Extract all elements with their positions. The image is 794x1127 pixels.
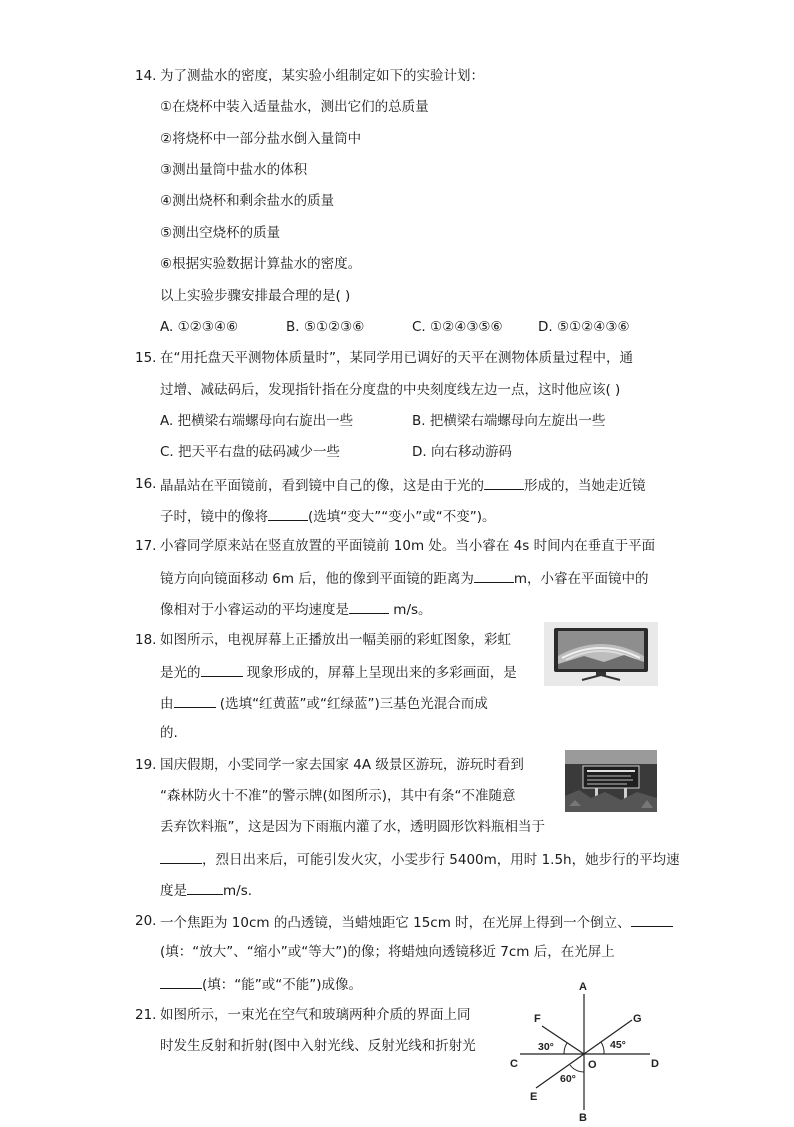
question-text: 国庆假期，小雯同学一家去国家 4A 级景区游玩，游玩时看到 — [160, 757, 524, 773]
text-segment: (选填“红黄蓝”或“红绿蓝”)三基色光混合而成 — [219, 696, 488, 712]
question-text: “森林防火十不准”的警示牌(如图所示)，其中有条“不准随意 — [160, 788, 516, 804]
question-text: 的. — [160, 725, 178, 741]
question-number: 16. — [135, 476, 157, 492]
answer-blank — [484, 475, 524, 490]
question-number: 14. — [135, 68, 157, 84]
fire-warning-sign-image — [565, 750, 657, 812]
question-text — [160, 693, 488, 713]
step-line: ④测出烧杯和剩余盐水的质量 — [160, 193, 335, 209]
question-text: 如图所示，一束光在空气和玻璃两种介质的界面上同 — [160, 1007, 471, 1023]
label-g: G — [633, 1013, 642, 1025]
answer-blank — [349, 599, 389, 614]
question-number: 17. — [135, 538, 157, 554]
answer-blank — [201, 662, 243, 677]
option-a: A. ①②③④⑥ — [160, 319, 239, 335]
question-number: 21. — [135, 1007, 157, 1023]
text-segment: 形成的，当她走近镜 — [524, 478, 646, 494]
text-segment: m/s。 — [393, 602, 432, 618]
question-text — [160, 912, 673, 932]
text-segment: 现象形成的，屏幕上呈现出来的多彩画面，是 — [246, 665, 517, 681]
text-segment: 度是 — [160, 883, 187, 899]
question-text: 过增、减砝码后，发现指针指在分度盘的中央刻度线左边一点，这时他应该( ) — [160, 382, 621, 398]
label-f: F — [534, 1013, 541, 1025]
answer-blank — [474, 568, 514, 583]
label-e: E — [530, 1091, 538, 1103]
question-text — [160, 506, 496, 526]
question-text — [160, 599, 432, 619]
angle-right-label: 45° — [610, 1039, 626, 1051]
text-segment: (选填“变大”“变小”或“不变”)。 — [308, 509, 496, 525]
tv-rainbow-image — [544, 622, 658, 686]
option-a: A. 把横梁右端螺母向右旋出一些 — [160, 413, 354, 429]
option-c: C. ①②④③⑤⑥ — [412, 319, 503, 335]
question-text — [160, 568, 648, 588]
text-segment: 像相对于小睿运动的平均速度是 — [160, 602, 349, 618]
question-text — [160, 880, 252, 900]
step-line: ③测出量筒中盐水的体积 — [160, 162, 308, 178]
question-ask: 以上实验步骤安排最合理的是( ) — [160, 288, 351, 304]
warning-sign-icon — [565, 750, 657, 812]
question-text: (填：“放大”、“缩小”或“等大”)的像；将蜡烛向透镜移近 7cm 后，在光屏上 — [160, 944, 615, 960]
answer-blank — [187, 880, 223, 895]
answer-blank — [160, 974, 202, 989]
angle-left-label: 30° — [538, 1041, 554, 1053]
text-segment: 镜方向向镜面移动 6m 后，他的像到平面镜的距离为 — [160, 571, 474, 587]
step-line: ②将烧杯中一部分盐水倒入量筒中 — [160, 131, 362, 147]
answer-blank — [631, 912, 673, 927]
label-o: O — [588, 1059, 597, 1071]
option-c: C. 把天平右盘的砝码减少一些 — [160, 444, 341, 460]
option-b: B. 把横梁右端螺母向左旋出一些 — [412, 413, 606, 429]
option-d: D. ⑤①②④③⑥ — [538, 319, 630, 335]
question-text: 如图所示，电视屏幕上正播放出一幅美丽的彩虹图象，彩虹 — [160, 632, 511, 648]
question-text — [160, 475, 646, 495]
text-segment: 由 — [160, 696, 174, 712]
tv-icon — [544, 622, 658, 686]
step-line: ⑥根据实验数据计算盐水的密度。 — [160, 256, 362, 272]
question-text — [160, 974, 362, 994]
question-stem: 为了测盐水的密度，某实验小组制定如下的实验计划： — [160, 68, 484, 84]
step-line: ①在烧杯中装入适量盐水，测出它们的总质量 — [160, 99, 429, 115]
text-segment: 晶晶站在平面镜前，看到镜中自己的像，这是由于光的 — [160, 478, 484, 494]
question-text: 时发生反射和折射(图中入射光线、反射光线和折射光 — [160, 1038, 476, 1054]
text-segment: m，小睿在平面镜中的 — [513, 571, 649, 587]
label-c: C — [510, 1058, 518, 1070]
question-text — [160, 849, 680, 869]
text-segment: m/s. — [223, 883, 253, 899]
text-segment: 一个焦距为 10cm 的凸透镜，当蜡烛距它 15cm 时，在光屏上得到一个倒立、 — [160, 915, 631, 931]
angle-bottom-label: 60° — [560, 1073, 576, 1085]
option-b: B. ⑤①②③⑥ — [286, 319, 365, 335]
optics-diagram-svg — [500, 982, 670, 1123]
text-segment: (填：“能”或“不能”)成像。 — [202, 977, 363, 993]
question-text: 在“用托盘天平测物体质量时”，某同学用已调好的天平在测物体质量过程中，通 — [160, 350, 633, 366]
question-number: 19. — [135, 757, 157, 773]
text-segment: ，烈日出来后，可能引发火灾，小雯步行 5400m，用时 1.5h，她步行的平均速 — [202, 852, 680, 868]
label-b: B — [579, 1112, 587, 1123]
question-text: 小睿同学原来站在竖直放置的平面镜前 10m 处。当小睿在 4s 时间内在垂直于平面 — [160, 538, 656, 554]
text-segment: 是光的 — [160, 665, 201, 681]
question-text: 丢弃饮料瓶”，这是因为下雨瓶内灌了水，透明圆形饮料瓶相当于 — [160, 819, 545, 835]
question-number: 20. — [135, 913, 157, 929]
label-d: D — [651, 1058, 659, 1070]
light-refraction-diagram — [500, 982, 670, 1123]
answer-blank — [174, 693, 216, 708]
label-a: A — [579, 982, 587, 993]
question-number: 15. — [135, 350, 157, 366]
question-number: 18. — [135, 632, 157, 648]
text-segment: 子时，镜中的像将 — [160, 509, 268, 525]
step-line: ⑤测出空烧杯的质量 — [160, 225, 281, 241]
answer-blank — [160, 849, 202, 864]
question-text — [160, 662, 517, 682]
answer-blank — [268, 506, 308, 521]
option-d: D. 向右移动游码 — [412, 444, 512, 460]
